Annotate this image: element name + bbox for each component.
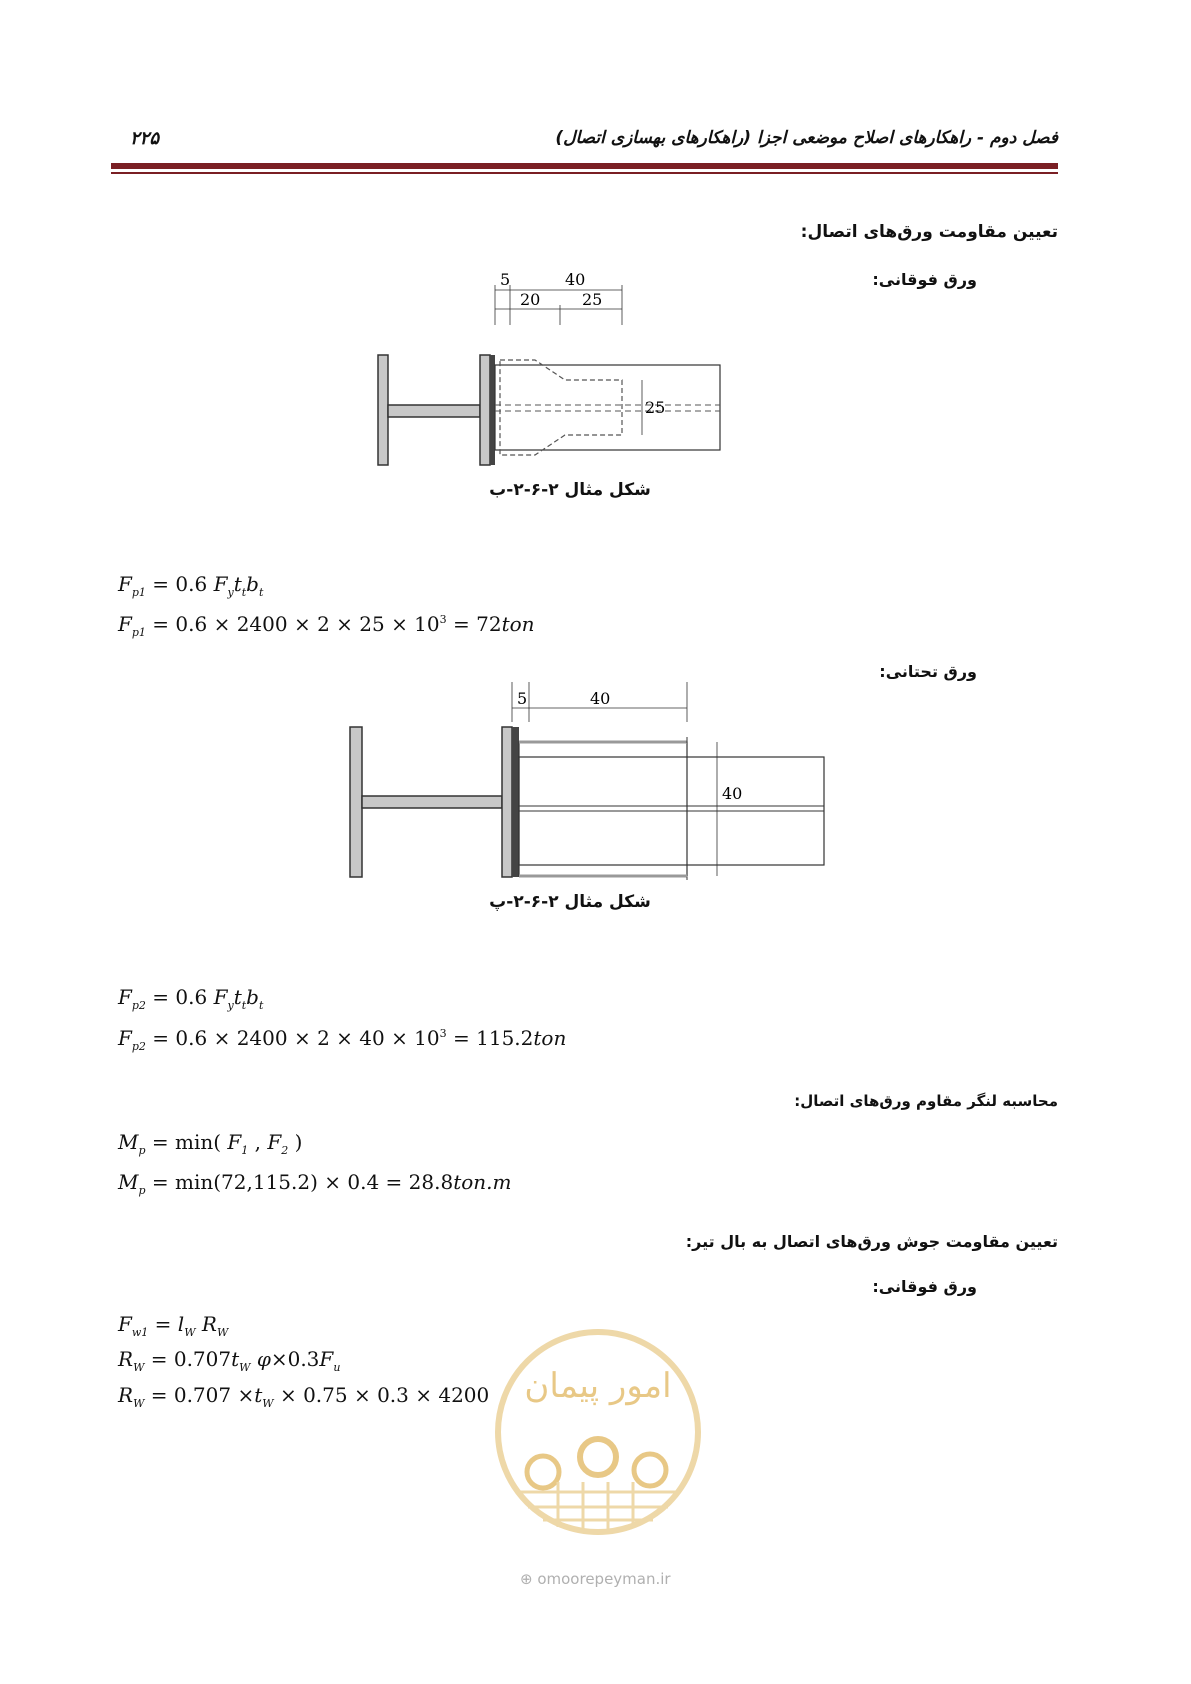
- column-web: [388, 405, 480, 417]
- equation-fw1: $F_{w1} = l_W$ $R_W$: [118, 1312, 229, 1339]
- heading-weld-strength: تعیین مقاومت جوش ورق‌های اتصال به بال تیر:: [685, 1232, 1058, 1251]
- dim-40: 40: [565, 270, 586, 289]
- equation-fp1-formula: $F_{p1} = 0.6$ $F_yt_tb_t$: [118, 572, 264, 599]
- column-flange-right: [502, 727, 512, 877]
- column-flange-left: [378, 355, 388, 465]
- watermark-site: ⊕ omoorepeyman.ir: [520, 1570, 671, 1588]
- excavator-icon: [634, 1454, 666, 1486]
- page-number: ۲۲۵: [130, 128, 160, 149]
- dim-5: 5: [500, 270, 511, 289]
- watermark-brand: امور پیمان: [524, 1366, 672, 1406]
- heading-bottom-plate: ورق تحتانی:: [879, 662, 977, 681]
- equation-mp-formula: $M_p = \min$( $F_1$ , $F_2$ ): [118, 1130, 303, 1157]
- heading-moment: محاسبه لنگر مقاوم ورق‌های اتصال:: [794, 1092, 1058, 1110]
- heading-plate-strength: تعیین مقاومت ورق‌های اتصال:: [800, 222, 1058, 242]
- column-web: [362, 796, 502, 808]
- dim-40-horizontal: 40: [590, 689, 611, 708]
- figure-bottom-plate: [345, 682, 830, 882]
- equation-mp-value: $M_p = \min(72,115.2) \times 0.4 = 28.8ton.m$: [118, 1170, 512, 1197]
- watermark-logo: [488, 1322, 708, 1562]
- figure-caption-b: شکل مثال ۲-۶-۲-ب: [489, 480, 651, 500]
- top-plate-outline: [500, 360, 622, 455]
- figure-top-plate: [360, 270, 730, 470]
- dim-20: 20: [520, 290, 541, 309]
- equation-fp2-value: $F_{p2} = 0.6 \times 2400 \times 2 \times 40 \times 10^3 = 115.2ton$: [118, 1026, 567, 1053]
- heading-top-plate-weld: ورق فوقانی:: [872, 1277, 977, 1296]
- chapter-title: فصل دوم - راهکارهای اصلاح موضعی اجزا (راهکارهای بهسازی اتصال): [555, 128, 1058, 148]
- beam-flange: [495, 365, 720, 450]
- scales-icon: [527, 1456, 559, 1488]
- equation-fp2-formula: $F_{p2} = 0.6$ $F_yt_tb_t$: [118, 985, 264, 1012]
- end-plate: [490, 355, 495, 465]
- column-flange-left: [350, 727, 362, 877]
- equation-rw-value: $R_W = 0.707 \times t_W \times 0.75 \times 0.3 \times 4200$: [118, 1383, 490, 1410]
- dim-25-horizontal: 25: [582, 290, 603, 309]
- dim-5: 5: [517, 689, 528, 708]
- figure-caption-p: شکل مثال ۲-۶-۲-پ: [489, 892, 651, 912]
- header-rule-thin: [111, 172, 1058, 174]
- equation-rw-formula: $R_W = 0.707t_W$ $\varphi\times 0.3F_u$: [118, 1347, 341, 1374]
- dim-40-vertical: 40: [722, 784, 743, 803]
- end-plate: [512, 727, 519, 877]
- column-flange-right: [480, 355, 490, 465]
- bottom-plate-outline: [519, 742, 687, 876]
- header-rule: [111, 163, 1058, 169]
- gear-icon: [580, 1439, 616, 1475]
- dim-25-vertical: 25: [645, 398, 666, 417]
- heading-top-plate: ورق فوقانی:: [872, 270, 977, 289]
- equation-fp1-value: $F_{p1} = 0.6 \times 2400 \times 2 \times 25 \times 10^3 = 72ton$: [118, 612, 535, 639]
